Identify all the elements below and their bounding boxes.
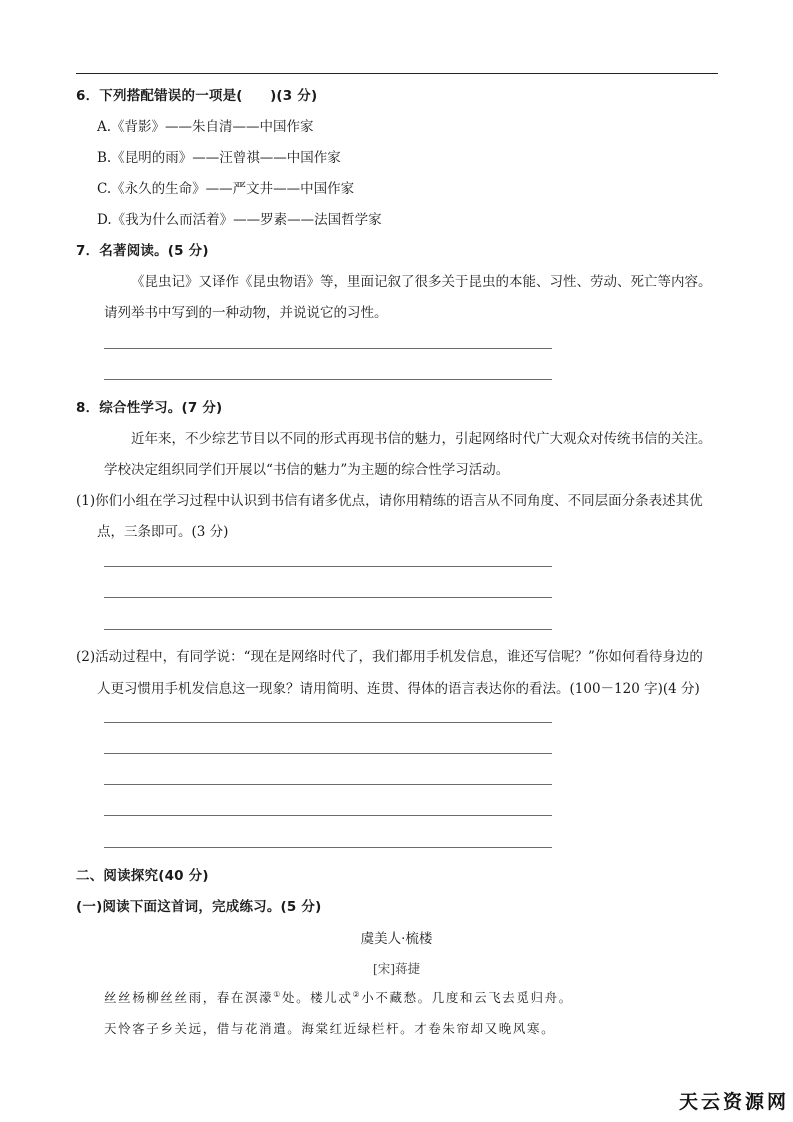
q7-title: 7．名著阅读。(5 分) (76, 243, 209, 259)
q7-answer-line[interactable] (104, 379, 552, 380)
footnote-marker-2: ② (352, 989, 362, 999)
q8-sub1-line2: 点，三条即可。(3 分) (97, 524, 229, 540)
poem-line-1: 丝丝杨柳丝丝雨，春在溟濛①处。楼儿忒②小不藏愁。几度和云飞去觅归舟。 (104, 989, 573, 1005)
q8-sub1-line1: (1)你们小组在学习过程中认识到书信有诸多优点，请你用精练的语言从不同角度、不同层面分条表述其优 (76, 493, 703, 509)
q6-option-d: D.《我为什么而活着》——罗素——法国哲学家 (97, 212, 382, 228)
q6-option-c: C.《永久的生命》——严文井——中国作家 (97, 181, 355, 197)
section2-title: 二、阅读探究(40 分) (76, 868, 209, 884)
poem-line-2: 天怜客子乡关远，借与花消遣。海棠红近绿栏杆。才卷朱帘却又晚风寒。 (104, 1021, 556, 1036)
q8-sub2-line2: 人更习惯用手机发信息这一现象？请用简明、连贯、得体的语言表达你的看法。(100－120 字)(4 分) (97, 681, 700, 697)
q7-answer-line[interactable] (104, 348, 552, 349)
q6-title: 6．下列搭配错误的一项是( )(3 分) (76, 88, 318, 104)
q8-sub2-answer-line[interactable] (104, 847, 552, 848)
q8-sub1-answer-line[interactable] (104, 629, 552, 630)
q7-paragraph-line2: 请列举书中写到的一种动物，并说说它的习性。 (104, 305, 388, 321)
q8-sub2-answer-line[interactable] (104, 815, 552, 816)
poem-title: 虞美人·梳楼 (360, 931, 433, 947)
poem-author: [宋]蒋捷 (372, 961, 421, 976)
q8-sub2-answer-line[interactable] (104, 722, 552, 723)
q8-title: 8．综合性学习。(7 分) (76, 400, 223, 416)
q8-intro-line1: 近年来，不少综艺节目以不同的形式再现书信的魅力，引起网络时代广大观众对传统书信的关注。 (131, 431, 712, 447)
top-divider (76, 73, 718, 74)
footnote-marker-1: ① (273, 989, 282, 999)
q6-option-b: B.《昆明的雨》——汪曾祺——中国作家 (97, 150, 341, 166)
q8-intro-line2: 学校决定组织同学们开展以“书信的魅力”为主题的综合性学习活动。 (104, 462, 510, 478)
q8-sub1-answer-line[interactable] (104, 597, 552, 598)
q6-option-a: A.《背影》——朱自清——中国作家 (97, 119, 314, 135)
site-watermark: 天云资源网 (678, 1091, 789, 1113)
q8-sub1-answer-line[interactable] (104, 566, 552, 567)
q8-sub2-line1: (2)活动过程中，有同学说：“现在是网络时代了，我们都用手机发信息，谁还写信呢？”你如何看待身边的 (76, 649, 703, 665)
q7-paragraph-line1: 《昆虫记》又译作《昆虫物语》等，里面记叙了很多关于昆虫的本能、习性、劳动、死亡等内容。 (131, 274, 712, 290)
q8-sub2-answer-line[interactable] (104, 753, 552, 754)
q8-sub2-answer-line[interactable] (104, 784, 552, 785)
section2-part1-title: (一)阅读下面这首词，完成练习。(5 分) (76, 899, 322, 915)
